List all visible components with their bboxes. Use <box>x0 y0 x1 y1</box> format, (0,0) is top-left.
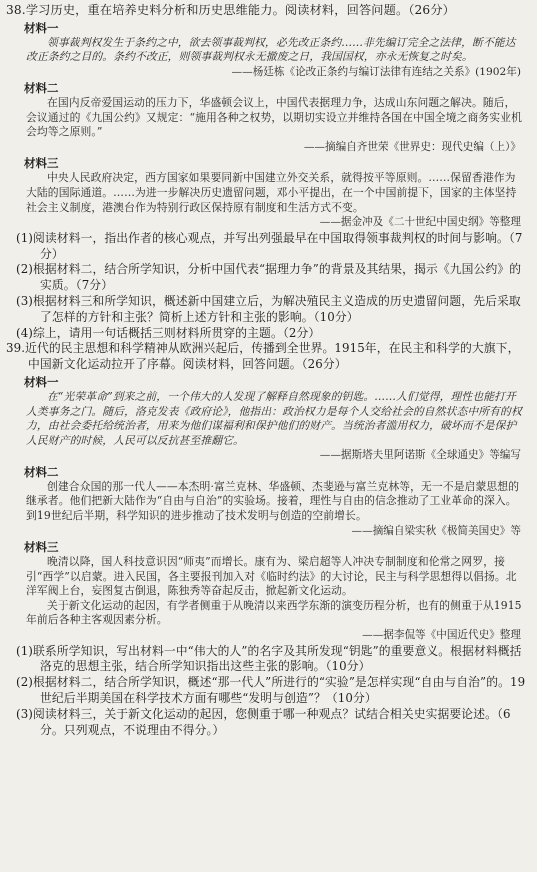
q38-material-1-source: ——杨廷栋《论改正条约与编订法律有连结之关系》(1902年) <box>231 65 521 78</box>
q38-material-1-text: 领事裁判权发生于条约之中，欲去领事裁判权，必先改正条约……非先编订完全之法律，断不能达改正条约之目的。条约不改正，则领事裁判权永无撤废之日，我国国权，亦永无恢复之时矣。 <box>26 35 516 64</box>
q39-material-2-text: 创建合众国的那一代人——本杰明·富兰克林、华盛顿、杰斐逊与富兰克林等，无一不是启蒙思想的继承者。他们把新大陆作为“自由与自治”的实验场。接着，理性与自由的信念推动了工业革命的深入。到19世纪后半期，科学知识的进步推动了技术发明与创造的空前增长。 <box>26 479 520 522</box>
q38-sub-question-2: (2)根据材料二，结合所学知识，分析中国代表“据理力争”的背景及其结果，揭示《九国公约》的实质。（7分） <box>16 262 522 293</box>
q39-material-2-title: 材料二 <box>24 464 59 479</box>
q39-material-3-text: 晚清以降，国人科技意识因“师夷”而增长。康有为、梁启超等人冲决专制制度和伦常之网罗，接引“西学”以启蒙。进入民国，各主要报刊加入对《临时约法》的大讨论，民主与科学思想得以倡扬。北洋军阀上台，妄图复古倒退，陈独秀等奋起反击，掀起新文化运动。 <box>26 555 517 598</box>
q38-stem: 38.学习历史，重在培养史料分析和历史思维能力。阅读材料，回答问题。（26分） <box>6 3 456 17</box>
q39-material-3-text-2: 关于新文化运动的起因，有学者侧重于从晚清以来西学东渐的演变历程分析，也有的侧重于从1915年前后各种主客观因素分析。 <box>26 598 522 627</box>
q38-material-2-title: 材料二 <box>24 81 59 96</box>
q38-sub-question-1: (1)阅读材料一，指出作者的核心观点，并写出列强最早在中国取得领事裁判权的时间与影响。（7分） <box>16 230 523 261</box>
q39-material-3-title: 材料三 <box>24 540 59 555</box>
q39-material-1-title: 材料一 <box>24 374 59 389</box>
q38-material-3-source: ——据金冲及《二十世纪中国史纲》等整理 <box>319 216 521 229</box>
q39-sub-question-3: (3)阅读材料三，关于新文化运动的起因，您侧重于哪一种观点？试结合相关史实据要论述。（6分。只列观点，不说理由不得分。） <box>16 706 511 737</box>
q38-material-3-title: 材料三 <box>24 156 59 171</box>
q39-material-1-text: 在“光荣革命”到来之前，一个伟大的人发现了解释自然现象的钥匙。……人们觉得，理性也能打开人类事务之门。随后，洛克发表《政府论》，他指出：政治权力是每个人交给社会的自然状态中所有的权力，由社会委托给统治者，用来为他们谋福利和保护他们的财产。当统治者滥用权力，破坏而不是保护人民财产的时候，人民可以反抗甚至推翻它。 <box>26 389 522 447</box>
q38-sub-question-3: (3)根据材料三和所学知识，概述新中国建立后，为解决殖民主义造成的历史遗留问题，先后采取了怎样的方针和主张？简析上述方针和主张的影响。（10分） <box>16 293 521 324</box>
q39-material-1-source: ——据斯塔夫里阿诺斯《全球通史》等编写 <box>319 449 521 462</box>
q39-stem: 39.近代的民主思想和科学精神从欧洲兴起后，传播到全世界。1915年，在民主和科学的大旗下，中国新文化运动拉开了序幕。阅读材料，回答问题。（26分） <box>6 341 520 372</box>
q38-material-3-text: 中央人民政府决定，西方国家如果要同新中国建立外交关系，就得按平等原则。……保留香港作为大陆的国际通道。……为进一步解决历史遗留问题，邓小平提出，在一个中国前提下，国家的主体坚持社会主义制度，港澳台作为特别行政区保持原有制度和生活方式不变。 <box>26 171 517 214</box>
q39-sub-question-2: (2)根据材料二，结合所学知识，概述“那一代人”所进行的“实验”是怎样实现“自由与自治”的。19世纪后半期美国在科学技术方面有哪些“发明与创造”？（10分） <box>16 675 526 705</box>
q39-material-2-source: ——摘编自梁实秋《极简美国史》等 <box>351 524 521 537</box>
q39-sub-question-1: (1)联系所学知识，写出材料一中“伟大的人”的名字及其所发现“钥匙”的重要意义。根据材料概括洛克的思想主张，结合所学知识指出这些主张的影响。（10分） <box>16 643 522 674</box>
q38-material-2-text: 在国内反帝爱国运动的压力下，华盛顿会议上，中国代表据理力争，达成山东问题之解决。随后，会议通过的《九国公约》又规定：“施用各种之权势，以期切实设立并维持各国在中国全境之商务实业机会均等之原则。” <box>26 96 522 139</box>
q39-material-3-source: ——据李侃等《中国近代史》整理 <box>362 629 521 642</box>
q38-material-1-title: 材料一 <box>24 20 59 35</box>
q38-material-2-source: ——摘编自齐世荣《世界史：现代史编（上）》 <box>303 140 521 153</box>
q38-sub-question-4: (4)综上，请用一句话概括三则材料所贯穿的主题。（2分） <box>16 325 321 340</box>
